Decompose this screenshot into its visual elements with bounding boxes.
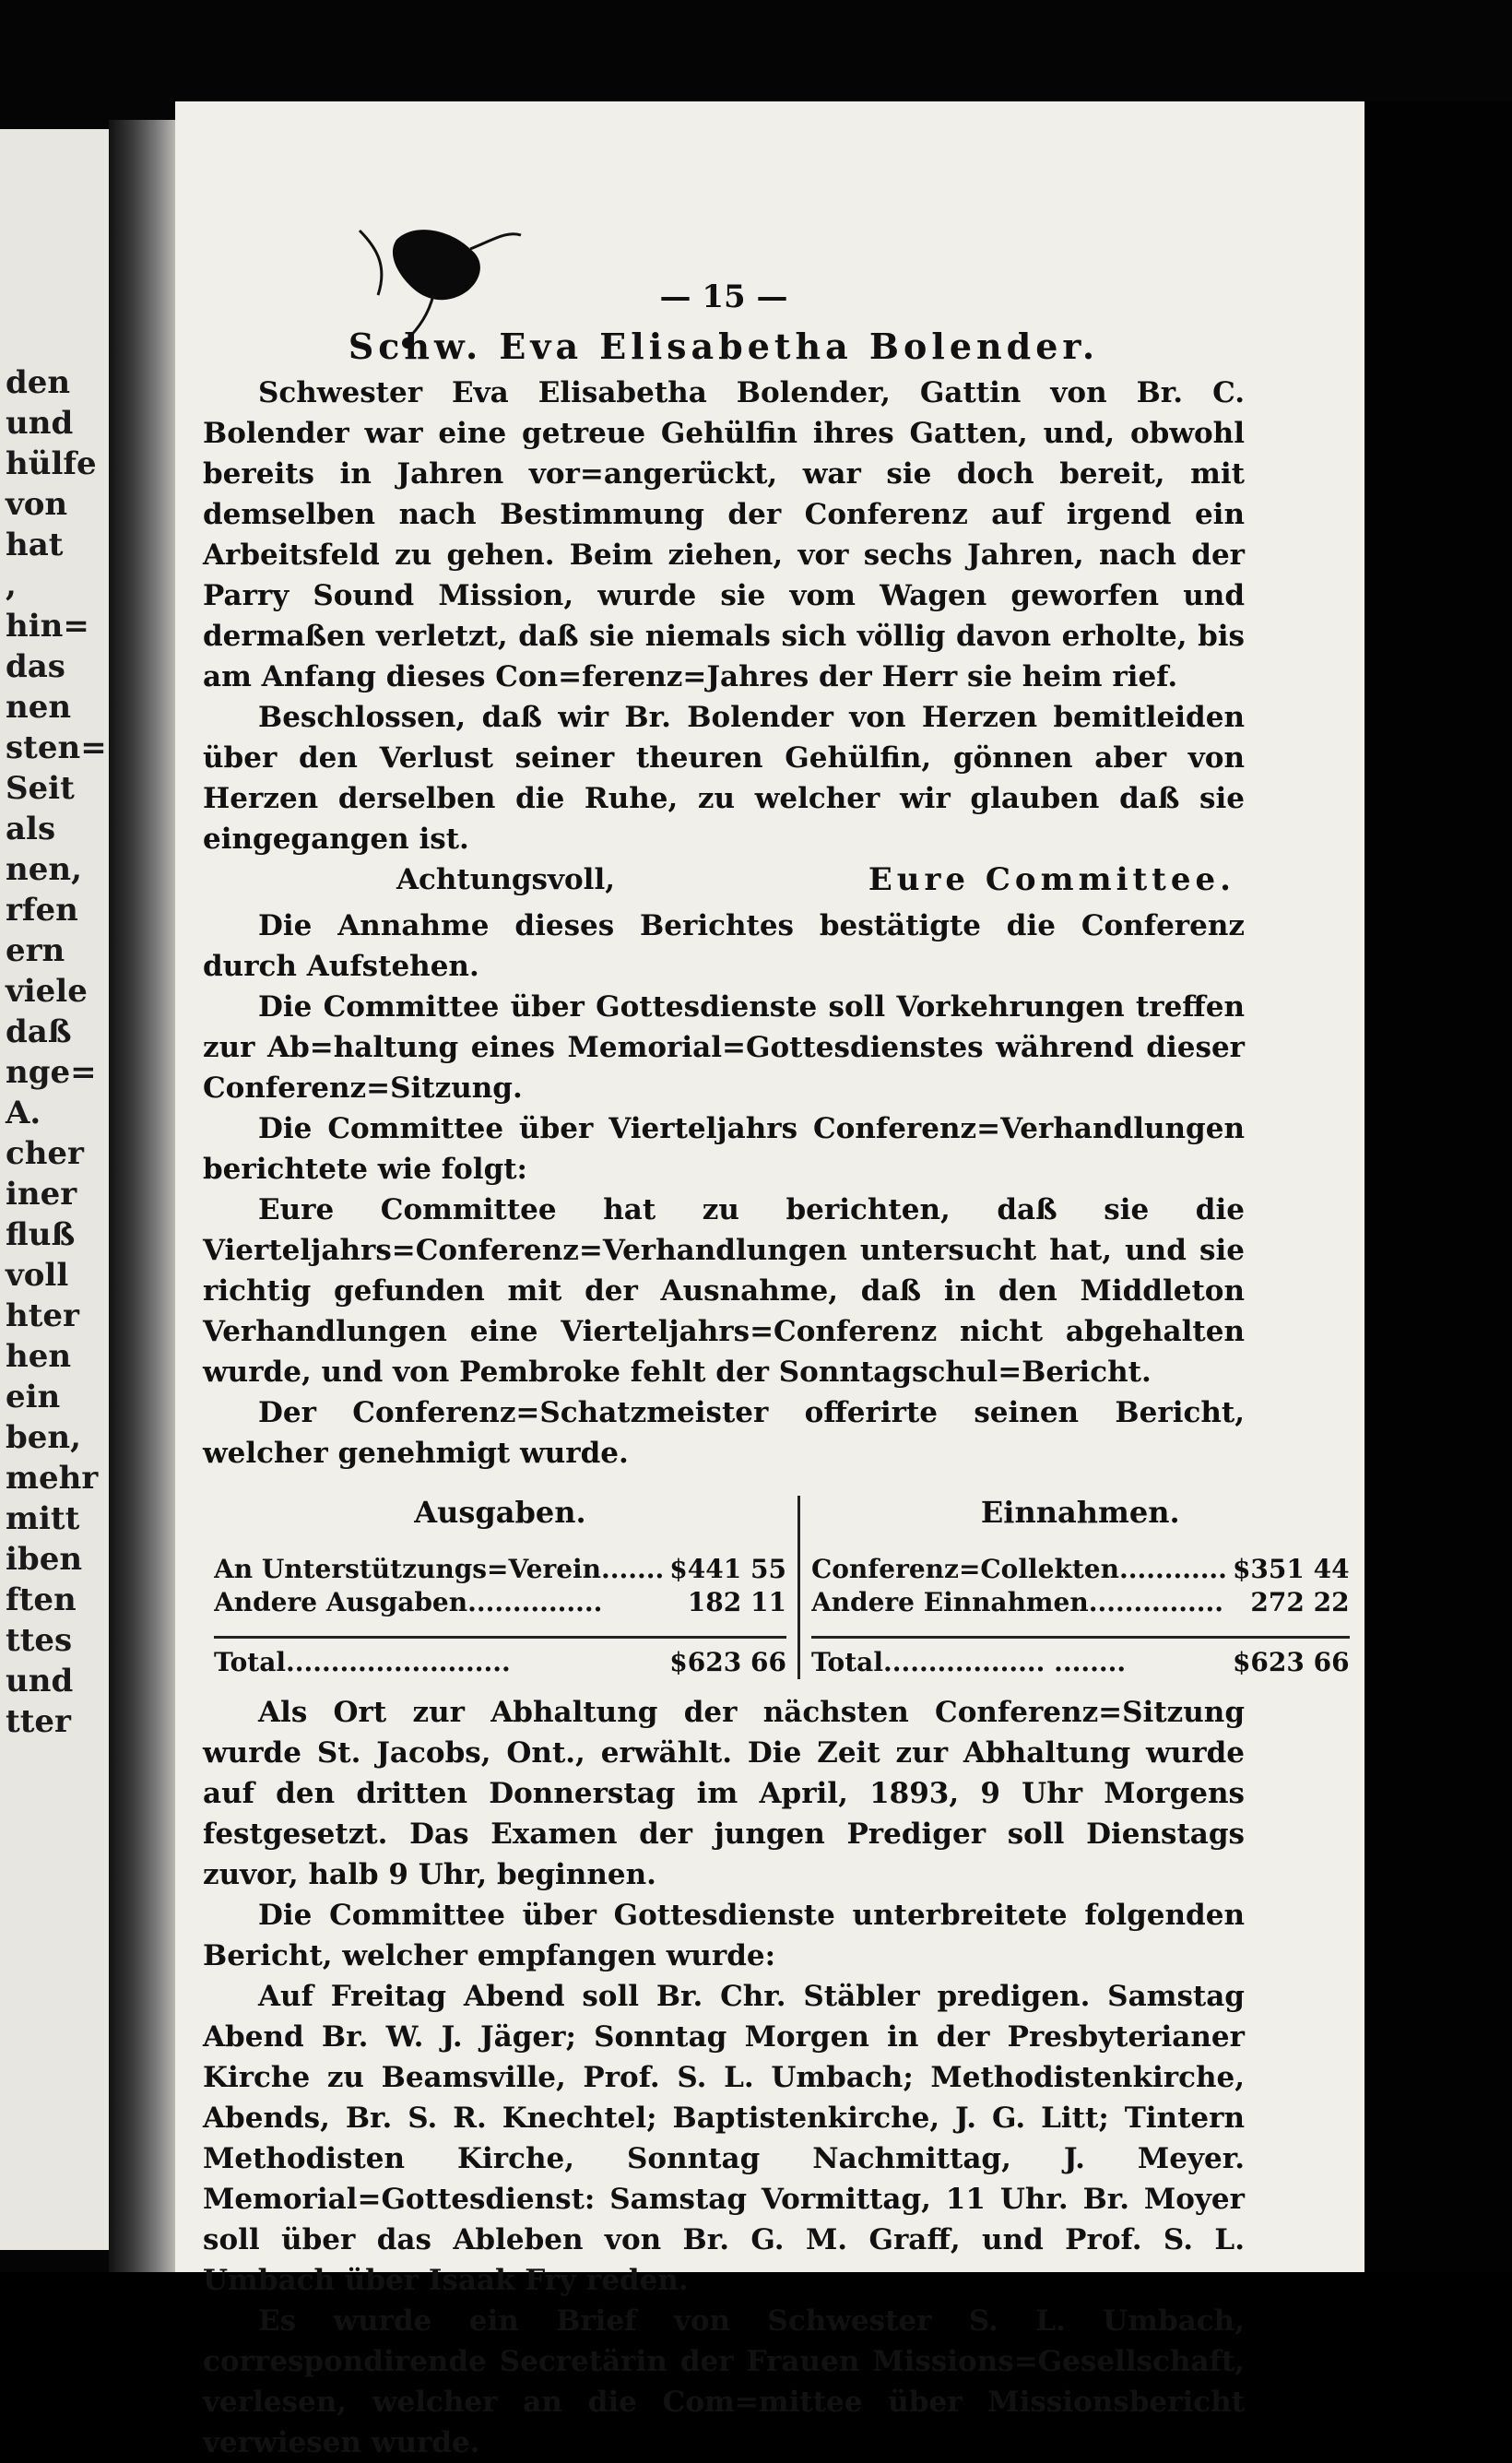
left-page-fragment: nen, — [6, 851, 82, 888]
scan-shadow — [1364, 101, 1512, 2272]
income-total-row — [811, 1636, 1350, 1679]
left-page-fragment: ften — [6, 1581, 77, 1618]
book-gutter — [109, 120, 175, 2272]
left-page-fragment: hin= — [6, 608, 89, 645]
left-page-fragment: nen — [6, 689, 72, 726]
income-row — [811, 1553, 1350, 1586]
left-page-fragment: mitt — [6, 1500, 80, 1537]
left-page-fragment: hülfe — [6, 445, 97, 482]
left-page-fragment: voll — [6, 1257, 69, 1294]
income-total: $623 66 — [1232, 1647, 1350, 1677]
expense-label: Andere Ausgaben............... — [214, 1587, 603, 1617]
income-title: Einnahmen. — [980, 1495, 1180, 1530]
left-page-fragment: Seit — [6, 770, 75, 807]
expense-row — [214, 1586, 786, 1619]
left-page-fragment: sten= — [6, 729, 107, 766]
left-page-fragment: cher — [6, 1135, 84, 1172]
treasurer-accounts — [203, 1495, 1350, 1679]
page-number: — 15 — — [659, 278, 788, 315]
left-page-fragment: ern — [6, 932, 65, 969]
expenses-title: Ausgaben. — [414, 1495, 586, 1530]
left-page-fragment: viele — [6, 973, 88, 1010]
income-label: Andere Einnahmen............... — [810, 1587, 1223, 1617]
left-page-fragment: ein — [6, 1379, 61, 1415]
income-amount: $351 44 — [1232, 1554, 1350, 1584]
expense-total-label: Total......................... — [214, 1647, 511, 1677]
obituary-heading: Schw. Eva Elisabetha Bolender. — [348, 326, 1100, 367]
income-total-label: Total.................. ........ — [810, 1647, 1127, 1677]
left-page-fragment: hen — [6, 1338, 72, 1375]
paragraph-services-intro: Die Committee über Gottesdienste unterbreitete folgenden Bericht, welcher empfangen wurde: — [203, 1899, 1245, 1972]
expense-label: An Unterstützungs=Verein....... — [214, 1554, 665, 1584]
left-page-fragment: das — [6, 648, 65, 685]
income-amount: 272 22 — [1250, 1587, 1350, 1617]
expense-amount: $441 55 — [669, 1554, 786, 1584]
expense-amount: 182 11 — [687, 1587, 786, 1617]
left-page-fragment: nge= — [6, 1054, 97, 1091]
left-page-fragment: hat — [6, 527, 64, 563]
expense-total: $623 66 — [669, 1647, 786, 1677]
left-page-fragment: tter — [6, 1703, 71, 1740]
left-page-edge — [0, 129, 109, 2250]
paragraph-obituary: Schwester Eva Elisabetha Bolender, Gattin von Br. C. Bolender war eine getreue Gehülfin ihres Gatten, und, obwohl bereits in Jahren vor=angerückt, war sie doch bereit, mit demselben nach Bestimmung der Conferenz auf irgend ein Arbeitsfeld zu gehen. Beim ziehen, vor sechs Jahren, nach der Parry Sound Mission, wurde sie vom Wagen geworfen und dermaßen verletzt, daß sie niemals sich völlig davon erholte, bis am Anfang dieses Con=ferenz=Jahres der Herr sie heim rief. — [203, 376, 1245, 693]
left-page-fragment: von — [6, 486, 68, 523]
left-page-fragment: iner — [6, 1176, 77, 1213]
paragraph-acceptance: Die Annahme dieses Berichtes bestätigte die Conferenz durch Aufstehen. — [203, 909, 1245, 983]
left-page-fragment: ttes — [6, 1622, 73, 1659]
paragraph-quarterly: Die Committee über Vierteljahrs Conferenz=Verhandlungen berichtete wie folgt: — [203, 1112, 1245, 1186]
paragraph-treasurer: Der Conferenz=Schatzmeister offerirte seinen Bericht, welcher genehmigt wurde. — [203, 1396, 1245, 1470]
left-page-fragment: , — [6, 567, 17, 604]
paragraph-memorial: Die Committee über Gottesdienste soll Vorkehrungen treffen zur Ab=haltung eines Memorial=Gottesdienstes während dieser Conferenz=Sitzung. — [203, 990, 1245, 1105]
committee-signature: Eure Committee. — [868, 861, 1235, 898]
left-page-fragment: mehr — [6, 1460, 99, 1497]
paragraph-resolution: Beschlossen, daß wir Br. Bolender von Herzen bemitleiden über den Verlust seiner theuren Gehülfin, gönnen aber von Herzen derselben die Ruhe, zu welcher wir glauben daß sie eingegangen ist. — [203, 701, 1245, 856]
expenses-column — [203, 1496, 800, 1679]
expense-total-row — [214, 1636, 786, 1679]
left-page-fragment: den — [6, 364, 71, 401]
paragraph-quarterly-report: Eure Committee hat zu berichten, daß sie die Vierteljahrs=Conferenz=Verhandlungen untersucht hat, und sie richtig gefunden mit der Ausnahme, daß in den Middleton Verhandlungen eine Vierteljahrs=Conferenz nicht abgehalten wurde, und von Pembroke fehlt der Sonntagschul=Bericht. — [203, 1193, 1245, 1389]
expense-row — [214, 1553, 786, 1586]
left-page-fragment: als — [6, 811, 56, 847]
left-page-fragment: rfen — [6, 892, 78, 929]
left-page-fragment: hter — [6, 1297, 79, 1334]
left-page-fragment: A. — [6, 1095, 41, 1131]
left-page-fragment: und — [6, 1663, 74, 1699]
left-page-fragment: daß — [6, 1013, 72, 1050]
left-page-fragment: iben — [6, 1541, 83, 1578]
left-page-fragment: ben, — [6, 1419, 81, 1456]
main-page — [175, 101, 1364, 2459]
paragraph-letter: Es wurde ein Brief von Schwester S. L. Umbach, correspondirende Secretärin der Frauen Missions=Gesellschaft, verlesen, welcher an die Com=mittee über Missionsbericht verwiesen wurde. — [203, 2304, 1245, 2459]
income-label: Conferenz=Collekten............ — [810, 1554, 1227, 1584]
income-column — [800, 1496, 1361, 1679]
signature-line — [203, 859, 1245, 900]
paragraph-next-session: Als Ort zur Abhaltung der nächsten Conferenz=Sitzung wurde St. Jacobs, Ont., erwählt. Die Zeit zur Abhaltung wurde auf den dritten Donnerstag im April, 1893, 9 Uhr Morgens festgesetzt. Das Examen der jungen Prediger soll Dienstags zuvor, halb 9 Uhr, beginnen. — [203, 1696, 1245, 1891]
left-page-fragment: fluß — [6, 1216, 76, 1253]
income-row — [811, 1586, 1350, 1619]
left-page-fragment: und — [6, 405, 74, 442]
page-text — [203, 277, 1350, 2463]
paragraph-services-schedule: Auf Freitag Abend soll Br. Chr. Stäbler predigen. Samstag Abend Br. W. J. Jäger; Sonntag Morgen in der Presbyterianer Kirche zu Beamsville, Prof. S. L. Umbach; Methodistenkirche, Abends, Br. S. R. Knechtel; Baptistenkirche, J. G. Litt; Tintern Methodisten Kirche, Sonntag Nachmittag, J. Meyer. Memorial=Gottesdienst: Samstag Vormittag, 11 Uhr. Br. Moyer soll über das Ableben von Br. G. M. Graff, und Prof. S. L. Umbach über Isaak Fry reden. — [203, 1980, 1245, 2297]
closing: Achtungsvoll, — [396, 863, 616, 896]
